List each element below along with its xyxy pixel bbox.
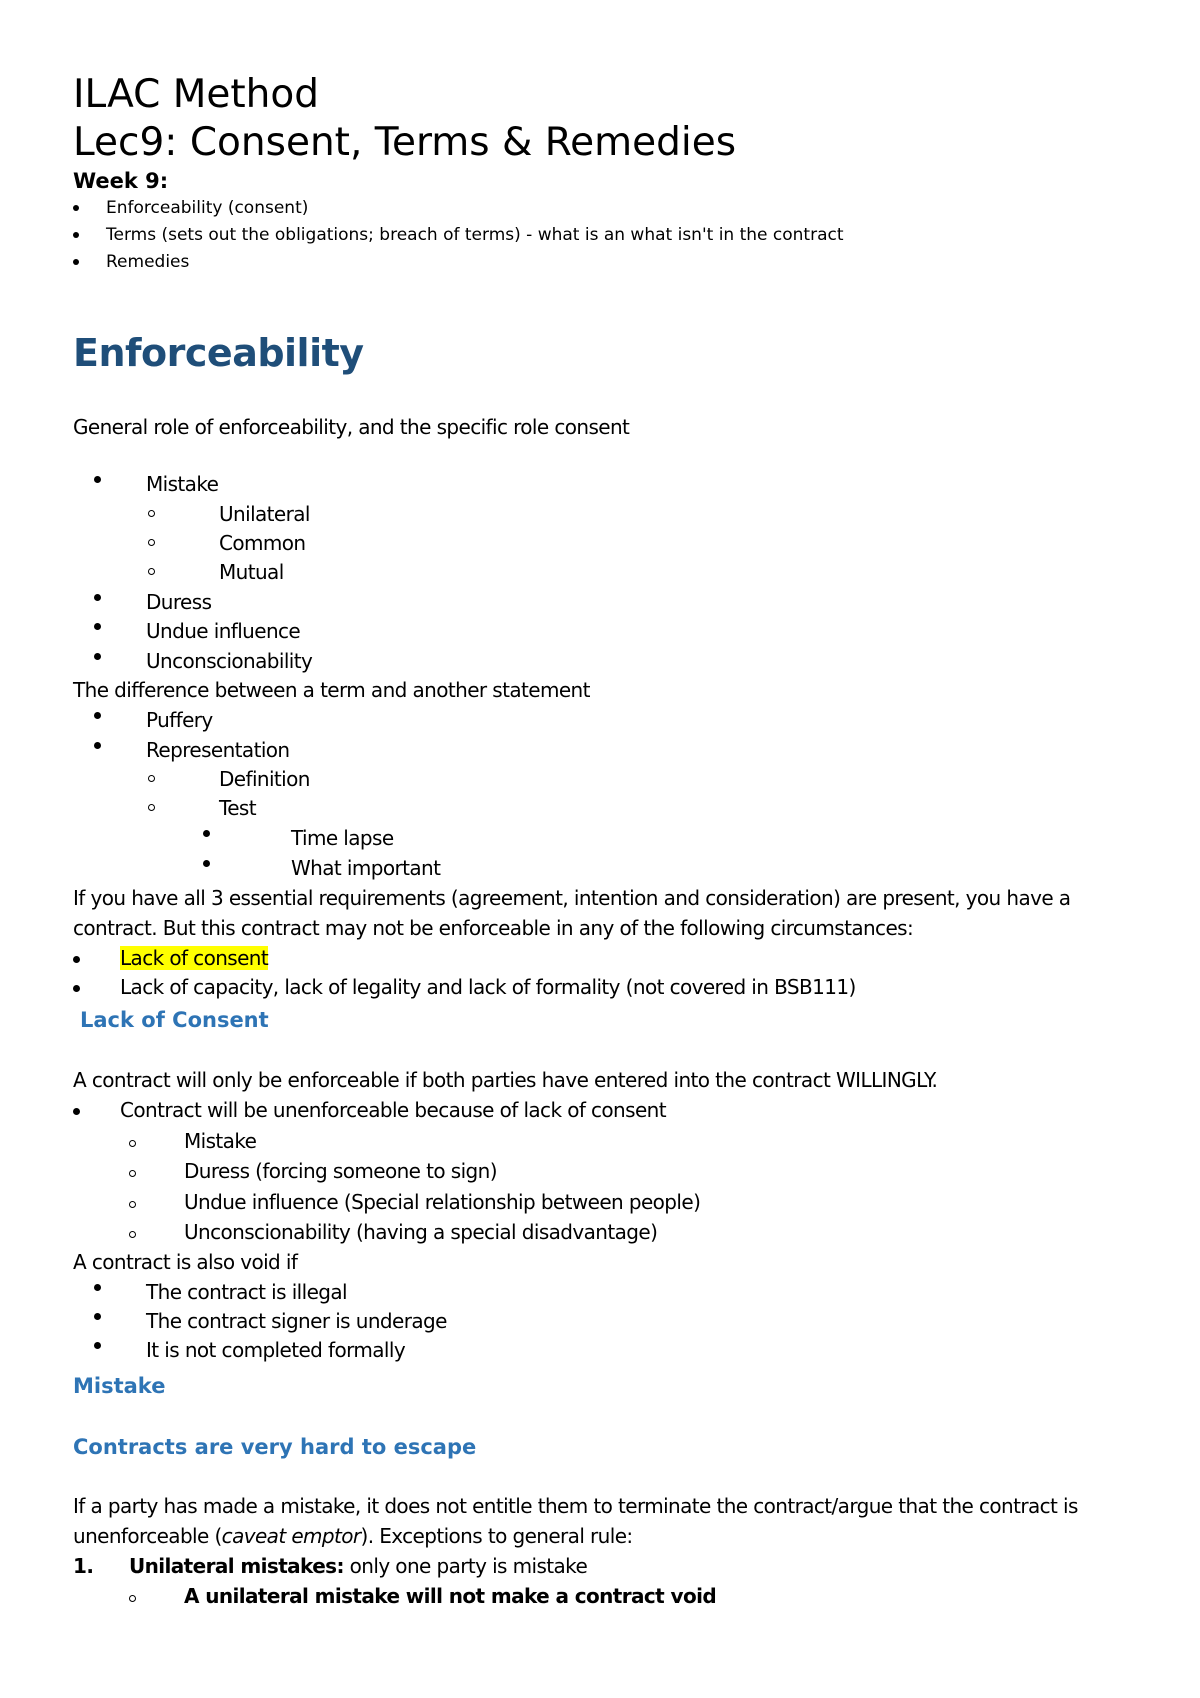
bullet-icon <box>94 1342 101 1349</box>
paragraph-line: contract. But this contract may not be enforceable in any of the following circumstances: <box>73 916 914 940</box>
circle-bullet-icon <box>148 539 155 546</box>
week-item: Enforceability (consent) <box>106 198 309 218</box>
bullet-icon <box>94 476 101 483</box>
numbered-item: Unilateral mistakes: only one party is mistake <box>129 1554 588 1578</box>
numbered-marker: 1. <box>73 1554 94 1578</box>
highlighted-text: Lack of consent <box>120 946 269 970</box>
week-label: Week 9: <box>73 169 169 193</box>
difference-item: Puffery <box>146 708 213 732</box>
outline-item: Duress <box>146 590 212 614</box>
outline-item: Mistake <box>146 472 219 496</box>
bullet-icon <box>73 232 79 238</box>
week-item: Remedies <box>106 252 190 272</box>
representation-subitem: Definition <box>219 767 310 791</box>
bullet-icon <box>94 1313 101 1320</box>
enforceability-heading: Enforceability <box>73 331 364 375</box>
lack-of-consent-bullet: Contract will be unenforceable because of lack of consent <box>120 1098 666 1122</box>
void-intro: A contract is also void if <box>73 1250 298 1274</box>
void-item: The contract signer is underage <box>146 1309 447 1333</box>
void-item: It is not completed formally <box>146 1338 406 1362</box>
enforceability-intro: General role of enforceability, and the specific role consent <box>73 415 630 439</box>
circumstance-item: Lack of capacity, lack of legality and lack of formality (not covered in BSB111) <box>120 975 856 999</box>
lack-of-consent-subitem: Mistake <box>184 1129 257 1153</box>
representation-subitem: Test <box>219 796 256 820</box>
circle-bullet-icon <box>129 1201 136 1208</box>
outline-subitem: Unilateral <box>219 502 310 526</box>
circumstance-item <box>120 945 268 971</box>
difference-line: The difference between a term and another statement <box>73 678 590 702</box>
bullet-icon <box>73 1108 80 1115</box>
circle-bullet-icon <box>148 510 155 517</box>
bullet-icon <box>203 860 210 867</box>
mistake-paragraph-line: unenforceable (caveat emptor). Exceptions to general rule: <box>73 1524 633 1548</box>
circle-bullet-icon <box>129 1595 136 1602</box>
mistake-subheading: Contracts are very hard to escape <box>73 1435 477 1459</box>
lack-of-consent-heading: Lack of Consent <box>80 1008 269 1032</box>
bullet-icon <box>94 623 101 630</box>
bullet-icon <box>94 1284 101 1291</box>
mistake-heading: Mistake <box>73 1374 166 1398</box>
week-item: Terms (sets out the obligations; breach of terms) - what is an what isn't in the contract <box>106 225 844 245</box>
bullet-icon <box>94 712 101 719</box>
mistake-paragraph-line: If a party has made a mistake, it does not entitle them to terminate the contract/argue that the contract is <box>73 1494 1078 1518</box>
lack-of-consent-subitem: Duress (forcing someone to sign) <box>184 1159 497 1183</box>
bullet-icon <box>94 653 101 660</box>
bullet-icon <box>73 956 80 963</box>
document-subtitle: Lec9: Consent, Terms & Remedies <box>73 120 737 165</box>
outline-item: Unconscionability <box>146 649 313 673</box>
bullet-icon <box>94 742 101 749</box>
lack-of-consent-paragraph: A contract will only be enforceable if both parties have entered into the contract WILLINGLY. <box>73 1068 938 1092</box>
bullet-icon <box>73 259 79 265</box>
bullet-icon <box>94 594 101 601</box>
document-title: ILAC Method <box>73 72 320 117</box>
numbered-subitem: A unilateral mistake will not make a contract void <box>184 1584 717 1608</box>
circle-bullet-icon <box>129 1170 136 1177</box>
lack-of-consent-subitem: Undue influence (Special relationship between people) <box>184 1190 701 1214</box>
lack-of-consent-subitem: Unconscionability (having a special disadvantage) <box>184 1220 658 1244</box>
bullet-icon <box>73 205 79 211</box>
test-subitem: Time lapse <box>291 826 394 850</box>
difference-item: Representation <box>146 738 290 762</box>
void-item: The contract is illegal <box>146 1280 347 1304</box>
circle-bullet-icon <box>148 775 155 782</box>
outline-item: Undue influence <box>146 619 301 643</box>
outline-subitem: Mutual <box>219 560 284 584</box>
paragraph-line: If you have all 3 essential requirements (agreement, intention and consideration) are present, you have a <box>73 886 1071 910</box>
outline-subitem: Common <box>219 531 306 555</box>
circle-bullet-icon <box>129 1231 136 1238</box>
bullet-icon <box>73 985 80 992</box>
test-subitem: What important <box>291 856 441 880</box>
circle-bullet-icon <box>129 1140 136 1147</box>
circle-bullet-icon <box>148 568 155 575</box>
circle-bullet-icon <box>148 804 155 811</box>
bullet-icon <box>203 830 210 837</box>
